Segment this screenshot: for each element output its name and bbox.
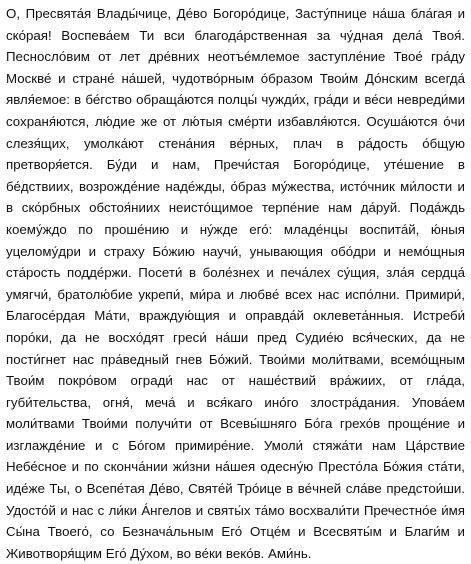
prayer-line-18: Твои́м покро́вом огради́ нас от наше́ствий вра́жиих, от гла́да, <box>6 373 465 389</box>
prayer-line-22: Небе́сное и по сконча́нии жи́зни на́шея одесну́ю Престо́ла Бо́жия ста́ти, <box>6 459 465 475</box>
prayer-line-2: ско́рая! Воспева́ем Ти вси благода́рственная за чу́дная дела́ Твоя́. <box>6 27 465 43</box>
prayer-line-10: в ско́рбных обстоя́ниих неисто́щимое терпе́ние нам да́руй. Пода́ждь <box>6 200 465 216</box>
prayer-line-13: ста́рость подде́ржи. Посети́ в боле́знех и печа́лех су́щия, зла́я сердца́ <box>6 265 465 281</box>
prayer-line-11: коему́ждо по проше́нию и ну́жде его́: младе́нцы воспита́й, ю́ныя <box>6 221 465 237</box>
prayer-line-3: Песносло́вим от лет дре́вних неотъе́млемое заступле́ние Твое́ гра́ду <box>6 49 465 65</box>
prayer-line-20: моли́твами Твои́ми получи́ти от Всевы́шняго Бо́га грехо́в проще́ние и <box>6 416 465 432</box>
prayer-text <box>6 3 465 564</box>
prayer-line-12: уцелому́дри и страху Бо́жию научи́, унывающия обо́дри и немо́щныя <box>6 243 465 259</box>
prayer-line-7: слезя́щих, умолка́ют стена́ния ве́рных, плач в ра́дость о́бщую <box>6 135 465 151</box>
prayer-line-8: претворя́ется. Бу́ди и нам, Пречи́стая Богоро́дице, уте́шение в <box>6 157 465 173</box>
prayer-line-17: пости́гнет нас пра́ведный гнев Бо́жий. Твои́ми моли́твами, всемо́щным <box>6 351 465 367</box>
prayer-line-1: О, Пресвята́я Влады́чице, Де́во Богоро́дице, Засту́пнице на́ша бла́гая и <box>6 6 465 21</box>
prayer-line-4: Москве́ и стране́ на́шей, чудотво́рным о́бразом Твои́м До́нским всегда́ <box>6 70 465 86</box>
prayer-line-6: сохраня́ются, лю́дие же от лю́тыя сме́рти избавля́ются. Осуша́ются о́чи <box>6 113 465 129</box>
prayer-line-9: бе́дствиих, возрожде́ние наде́жды, о́браз му́жества, исто́чник ми́лости и <box>6 178 465 194</box>
prayer-line-25: Сы́на Твоего́, со Безнача́льным Его́ Отце́м и Всесвяты́м и Благи́м и <box>6 524 465 540</box>
prayer-line-15: Благосе́рдая Ма́ти, враждую́щия и оправда́й оклевета́нныя. Истреби́ <box>6 308 465 324</box>
prayer-line-5: явля́емое: в бе́гство обраща́ются полцы́ чужди́х, гра́ди и ве́си невреди́ми <box>6 92 465 108</box>
prayer-line-19: губи́тельства, огня́, меча́ и вся́каго ино́го злостра́дания. Упова́ем <box>6 394 465 410</box>
prayer-line-24: Удосто́й и нас с ли́ки А́нгелов и святы́х та́мо восхвали́ти Пречестно́е и́мя <box>6 502 465 518</box>
prayer-line-14: умягчи́, братолю́бие укрепи́, ми́ра и любве́ всех нас испо́лни. Примири́, <box>6 286 465 302</box>
prayer-line-16: поро́ки, да не восхо́дят греси́ на́ши пред Судие́ю вся́ческих, да не <box>6 329 465 345</box>
prayer-line-21: изглажде́ние и с Бо́гом примире́ние. Умоли́ стяжа́ти нам Ца́рствие <box>6 437 465 453</box>
prayer-line-26: Животворя́щим Его́ Ду́хом, во ве́ки веко́в. Ами́нь. <box>6 545 312 561</box>
prayer-line-23: иде́же Ты, о Всепе́тая Де́во, Святе́й Тро́ице в ве́чней сла́ве предстои́ши. <box>6 481 465 497</box>
